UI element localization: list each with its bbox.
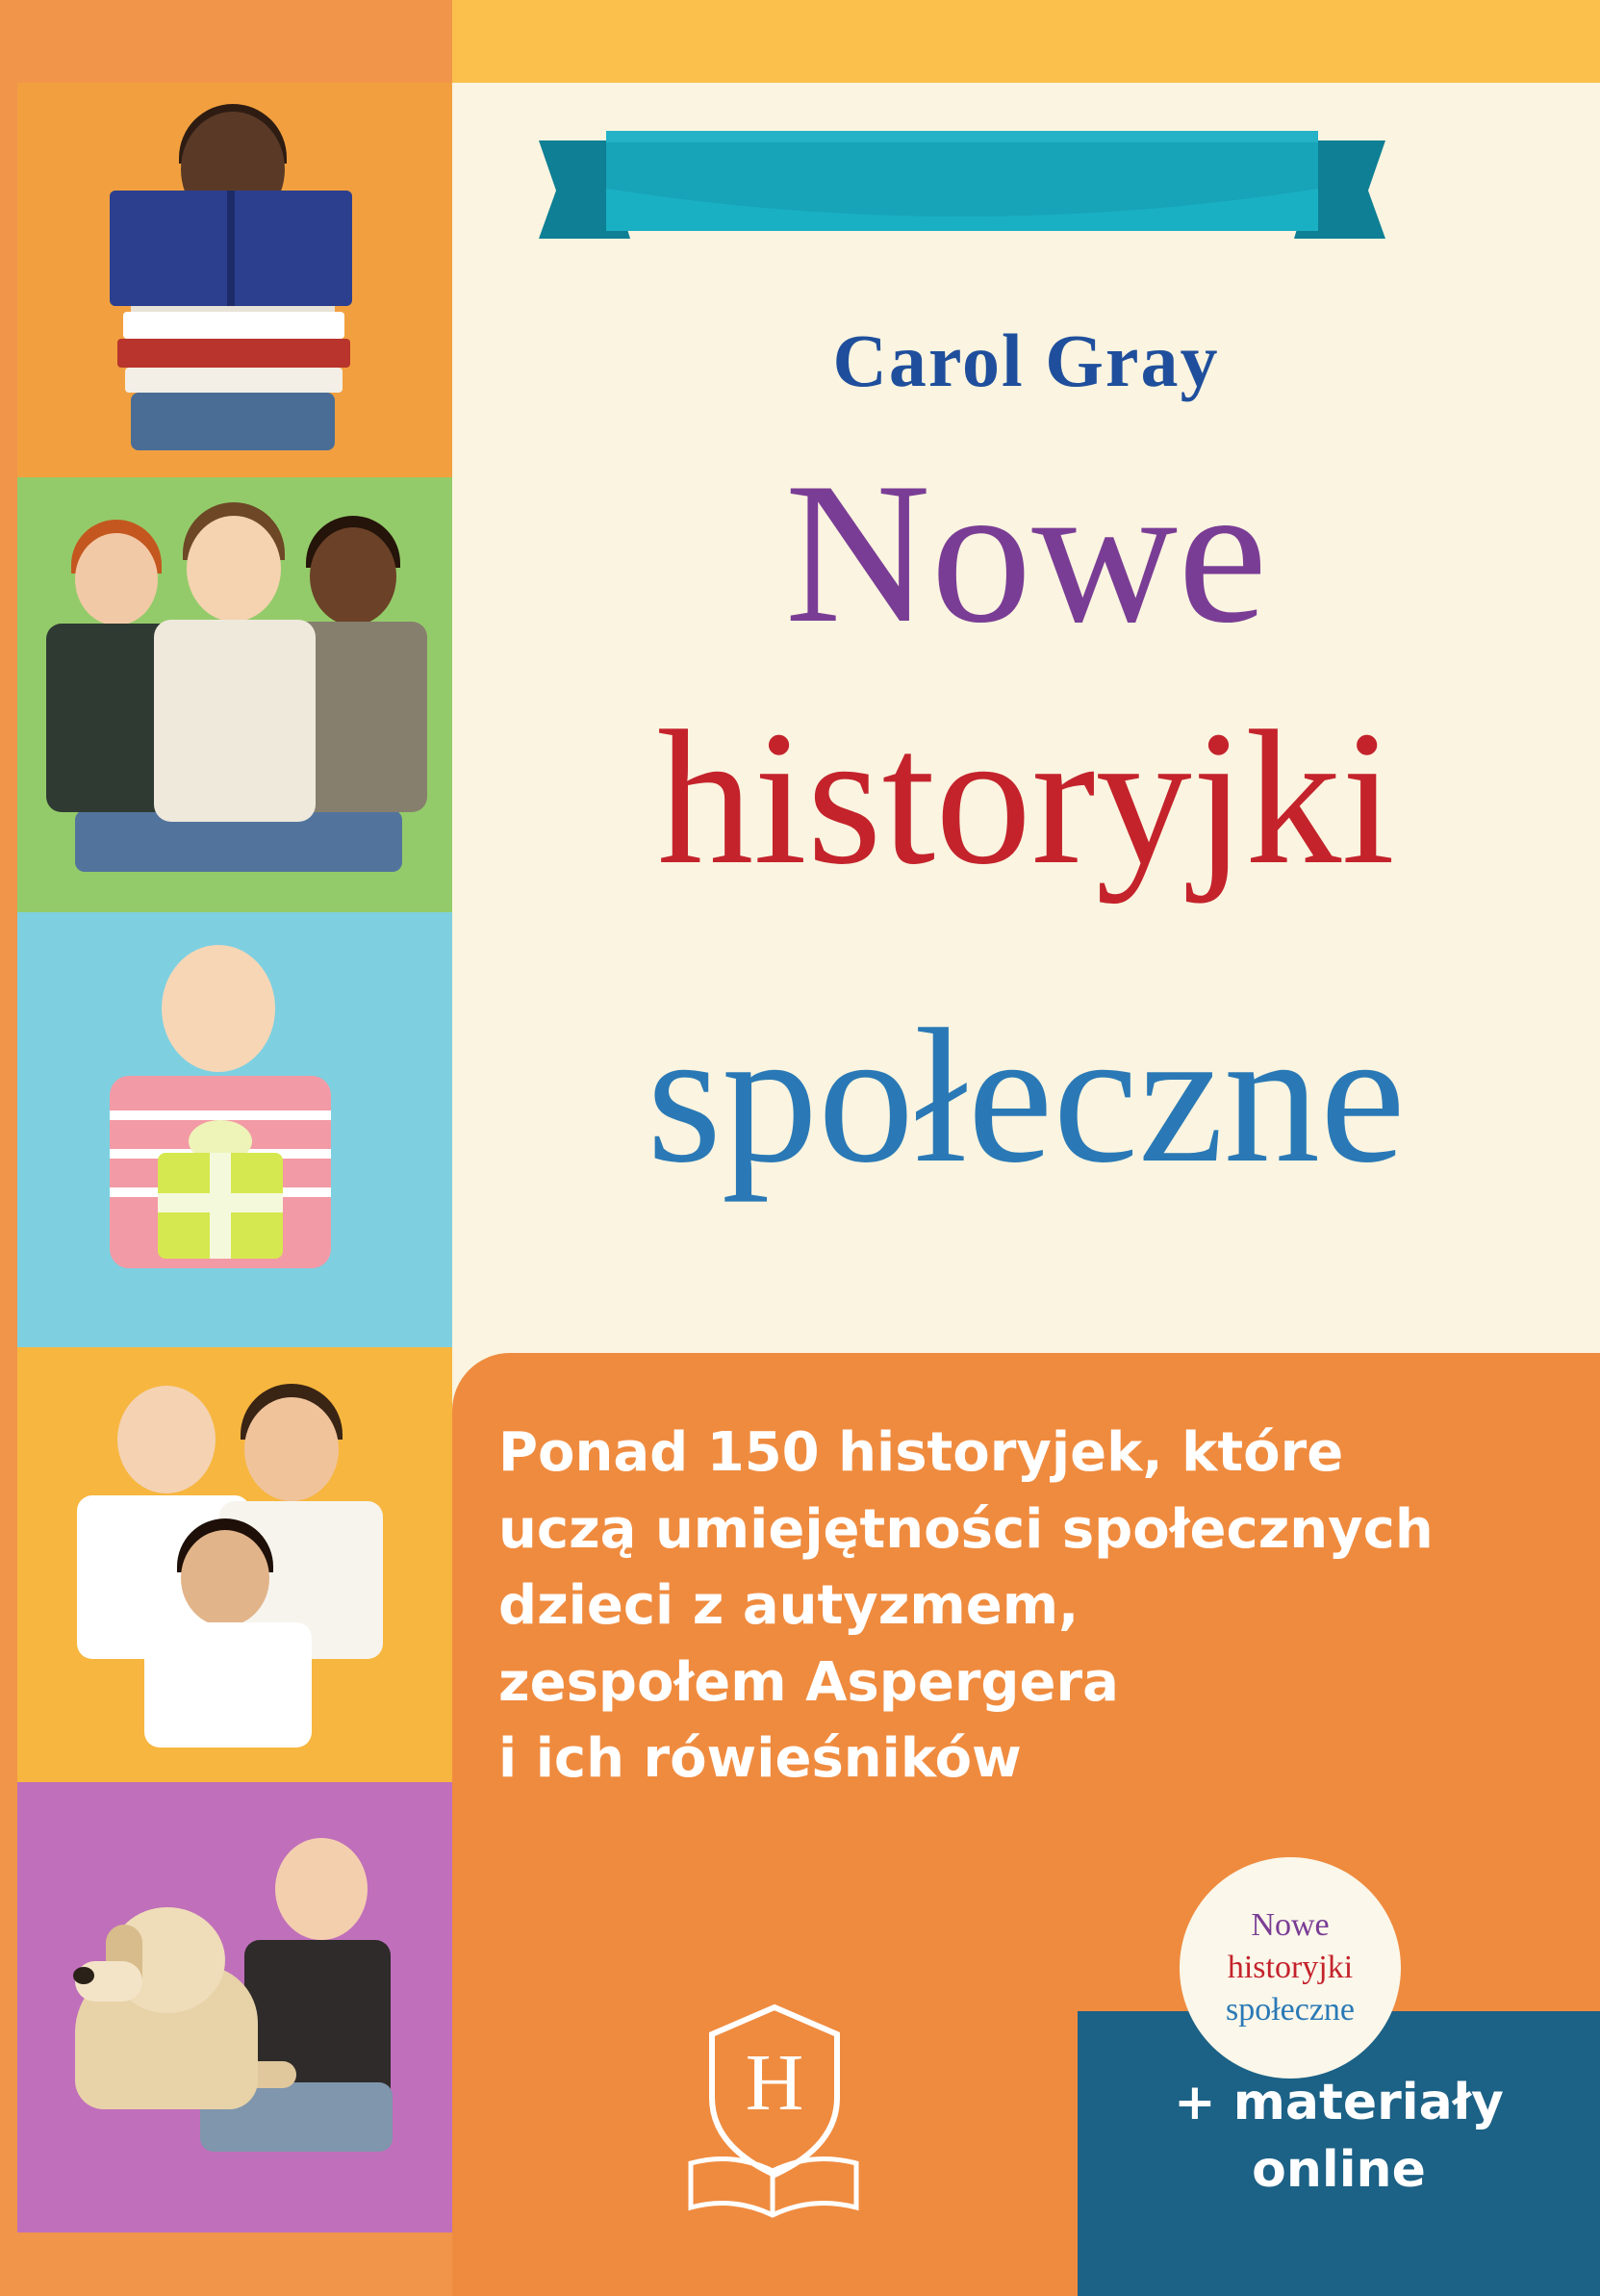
book-spine-shape: [227, 191, 235, 306]
badge-line-2: historyjki: [1227, 1949, 1354, 1985]
top-yellow-bar: [452, 0, 1600, 83]
subtitle-line: Ponad 150 historyjek, które: [498, 1421, 1344, 1484]
svg-text:H: H: [745, 2038, 804, 2128]
torso-shape: [154, 620, 316, 822]
author-name: Carol Gray: [832, 319, 1220, 402]
photo-girl-with-dog: [17, 1782, 452, 2232]
photo-boy-reading-book: [17, 83, 452, 477]
head-shape: [75, 533, 158, 625]
head-shape: [181, 1530, 269, 1626]
badge-line-1: Nowe: [1251, 1906, 1330, 1943]
book-stack-shape: [117, 339, 350, 368]
strip-bottom-bar: [0, 2232, 452, 2296]
badge-line-3: społeczne: [1225, 1992, 1356, 2028]
online-label-line: online: [1252, 2141, 1426, 2200]
online-materials-label: [1078, 2069, 1600, 2204]
photo-three-boys-smiling: [17, 477, 452, 912]
subtitle-line: zespołem Aspergera: [498, 1650, 1119, 1714]
publisher-logo-icon: [673, 2002, 876, 2223]
head-shape: [244, 1397, 339, 1501]
jeans-shape: [131, 393, 335, 450]
photo-girl-holding-gift: [17, 912, 452, 1347]
subtitle-line: uczą umiejętności społecznych: [498, 1497, 1434, 1561]
head-shape: [187, 516, 281, 622]
subtitle-line: i ich rówieśników: [498, 1727, 1022, 1791]
photo-children-hugging: [17, 1347, 452, 1782]
head-shape: [275, 1838, 368, 1940]
strip-left-edge: [0, 83, 17, 2232]
head-shape: [162, 945, 275, 1072]
dog-nose-shape: [73, 1967, 94, 1984]
gift-ribbon-shape: [158, 1193, 283, 1212]
subtitle-line: dzieci z autyzmem,: [498, 1574, 1079, 1638]
mini-cover-badge: [1180, 1857, 1401, 2079]
title-line-1: Nowe: [784, 442, 1268, 665]
shirt-stripe-shape: [110, 1110, 331, 1120]
subtitle-block: [498, 1415, 1460, 1798]
head-shape: [310, 527, 396, 625]
photo-strip: [0, 0, 452, 2296]
title-line-2: historyjki: [657, 692, 1395, 905]
torso-shape: [144, 1622, 312, 1748]
book-stack-shape: [125, 368, 343, 393]
book-stack-shape: [123, 312, 344, 339]
online-label-line: + materiały: [1174, 2074, 1504, 2131]
title-line-3: społeczne: [647, 990, 1406, 1203]
ribbon-banner-icon: [539, 131, 1385, 266]
head-shape: [117, 1386, 216, 1493]
